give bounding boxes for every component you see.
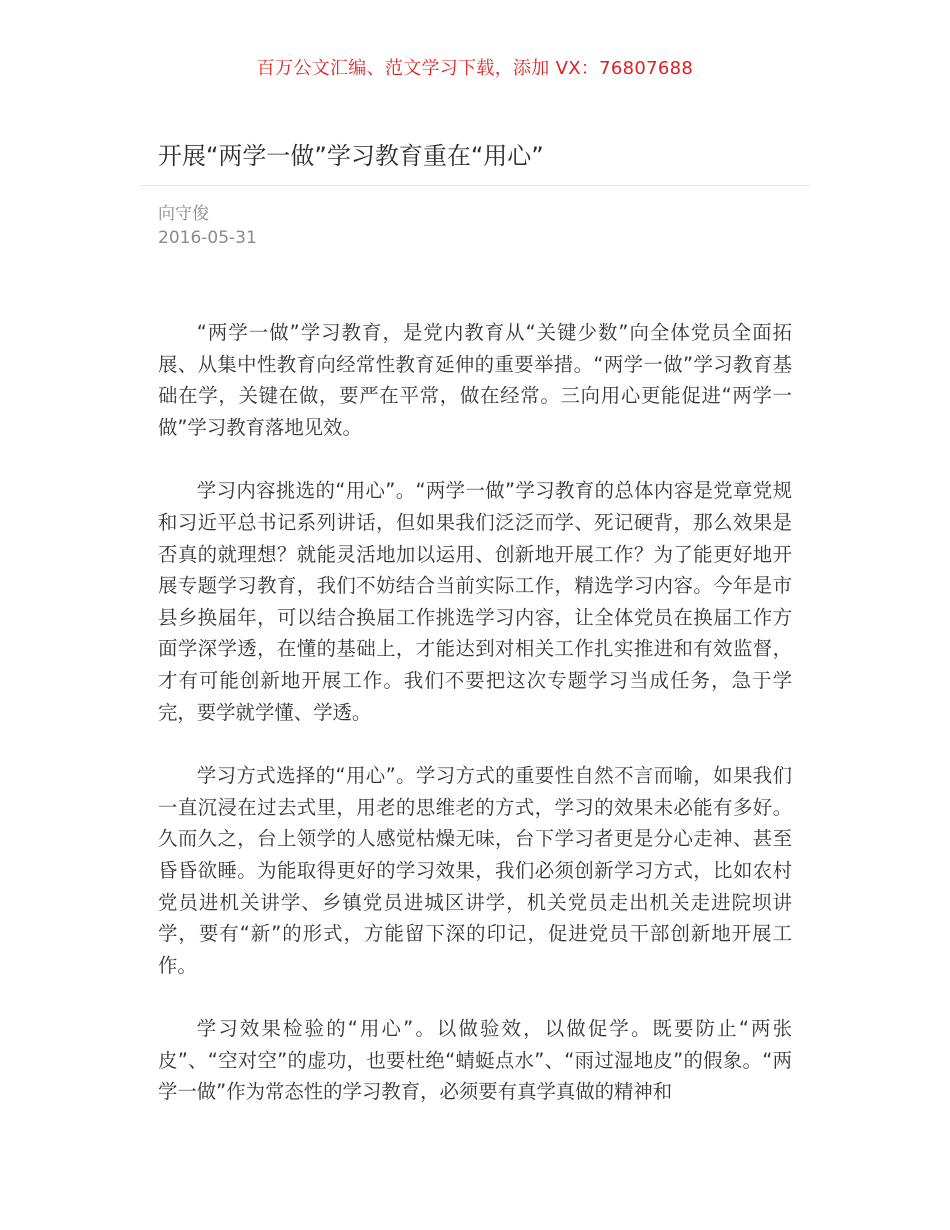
article-paragraph: 学习内容挑选的“用心”。“两学一做”学习教育的总体内容是党章党规和习近平总书记系列讲话，但如果我们泛泛而学、死记硬背，那么效果是否真的就理想？就能灵活地加以运用、创新地开展工作？为了能更好地开展专题学习教育，我们不妨结合当前实际工作，精选学习内容。今年是市县乡换届年，可以结合换届工作挑选学习内容，让全体党员在换届工作方面学深学透，在懂的基础上，才能达到对相关工作扎实推进和有效监督，才有可能创新地开展工作。我们不要把这次专题学习当成任务，急于学完，要学就学懂、学透。 [158, 479, 792, 724]
article-date: 2016-05-31 [158, 228, 257, 248]
download-banner: 百万公文汇编、范文学习下载，添加 VX：76807688 [256, 58, 694, 79]
article-title: 开展“两学一做”学习教育重在“用心” [158, 142, 544, 170]
article-paragraph: 学习效果检验的“用心”。以做验效，以做促学。既要防止“两张皮”、“空对空”的虚功，也要杜绝“蜻蜓点水”、“雨过湿地皮”的假象。“两学一做”作为常态性的学习教育，必须要有真学真做的精神和 [158, 1017, 792, 1104]
article-body [158, 317, 792, 1140]
article-author: 向守俊 [158, 204, 209, 224]
article-paragraph: “两学一做”学习教育，是党内教育从“关键少数”向全体党员全面拓展、从集中性教育向经常性教育延伸的重要举措。“两学一做”学习教育基础在学，关键在做，要严在平常，做在经常。三向用心更能促进“两学一做”学习教育落地见效。 [158, 321, 792, 439]
article-paragraph: 学习方式选择的“用心”。学习方式的重要性自然不言而喻，如果我们一直沉浸在过去式里，用老的思维老的方式，学习的效果未必能有多好。久而久之，台上领学的人感觉枯燥无味，台下学习者更是分心走神、甚至昏昏欲睡。为能取得更好的学习效果，我们必须创新学习方式，比如农村党员进机关讲学、乡镇党员进城区讲学，机关党员走出机关走进院坝讲学，要有“新”的形式，方能留下深的印记，促进党员干部创新地开展工作。 [158, 764, 792, 977]
title-divider [140, 185, 810, 186]
